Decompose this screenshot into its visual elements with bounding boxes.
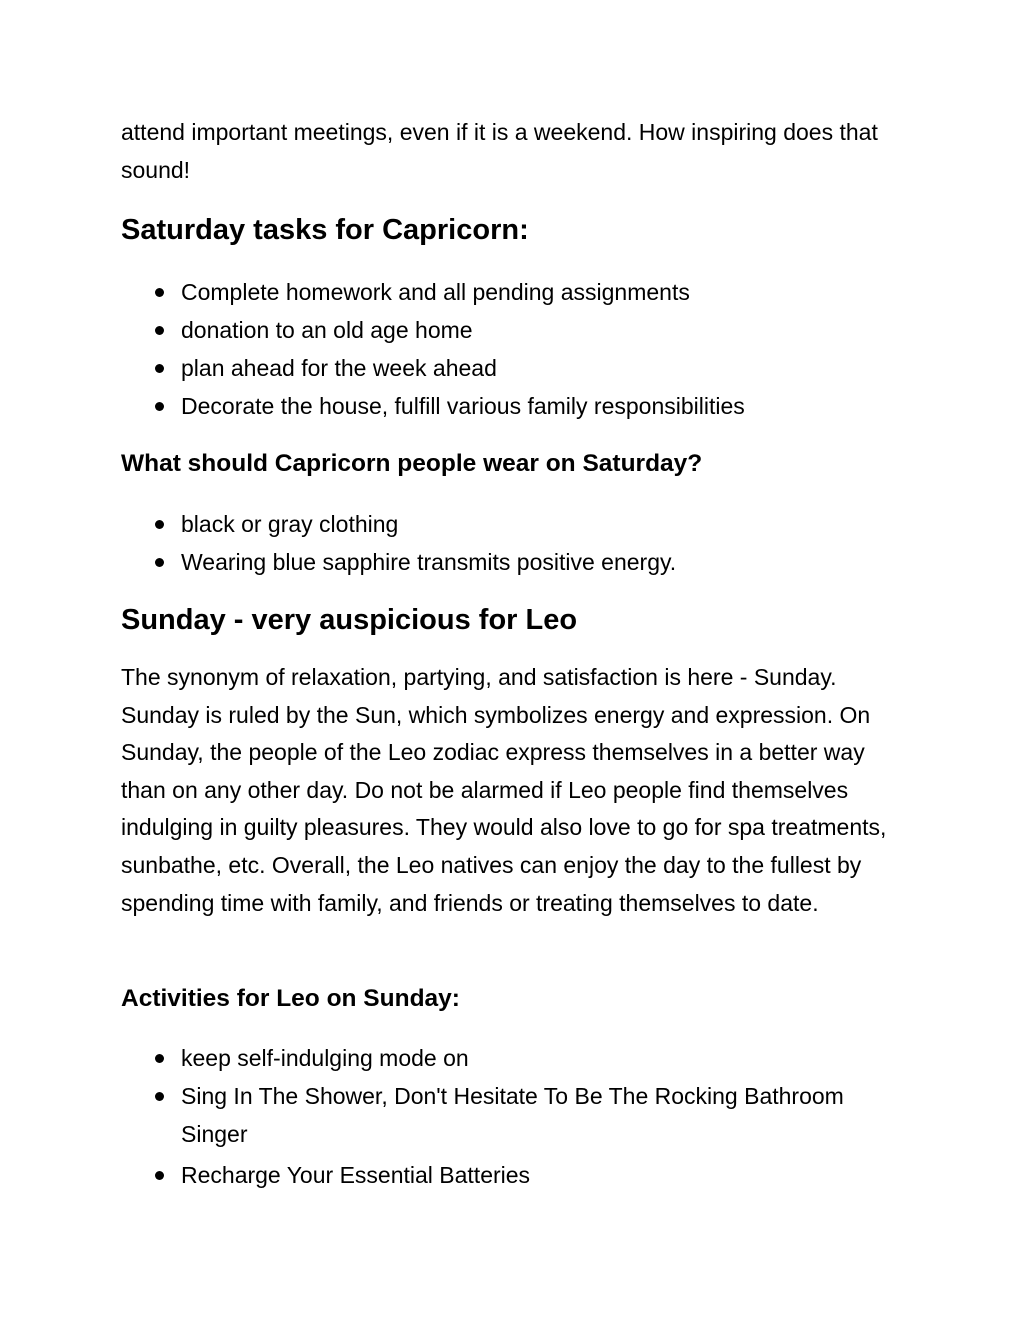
leo-activities-heading: Activities for Leo on Sunday: — [121, 985, 460, 1012]
list-item — [121, 387, 891, 425]
list-item — [121, 1156, 891, 1194]
bullet-icon — [155, 1171, 164, 1180]
saturday-wear-heading: What should Capricorn people wear on Saturday? — [121, 450, 703, 477]
list-item-text: plan ahead for the week ahead — [181, 355, 497, 381]
saturday-tasks-heading: Saturday tasks for Capricorn: — [121, 214, 529, 246]
sunday-paragraph: The synonym of relaxation, partying, and satisfaction is here - Sunday. Sunday is ruled by the Sun, which symbolizes energy and expression. On Sunday, the people of the Leo zodiac express themselves in a better way than on any other day. Do not be alarmed if Leo people find themselves indulging in guilty pleasures. They would also love to go for spa treatments, sunbathe, etc. Overall, the Leo natives can enjoy the day to the fullest by spending time with family, and friends or treating themselves to date. — [121, 664, 887, 916]
leo-activities-list — [121, 1039, 891, 1194]
list-item-text: Decorate the house, fulfill various family responsibilities — [181, 393, 745, 419]
list-item — [121, 273, 891, 311]
intro-paragraph-block — [121, 114, 891, 189]
list-item-text: Wearing blue sapphire transmits positive energy. — [181, 549, 677, 575]
list-item-text: Sing In The Shower, Don't Hesitate To Be The Rocking Bathroom Singer — [181, 1083, 844, 1147]
saturday-tasks-heading-block — [121, 212, 891, 248]
bullet-icon — [155, 520, 164, 529]
list-item-text: black or gray clothing — [181, 511, 399, 537]
sunday-heading: Sunday - very auspicious for Leo — [121, 604, 578, 636]
leo-activities-list-block — [121, 1039, 891, 1194]
saturday-tasks-list-block — [121, 273, 891, 425]
list-item — [121, 543, 891, 581]
bullet-icon — [155, 326, 164, 335]
saturday-wear-list — [121, 505, 891, 581]
list-item — [121, 311, 891, 349]
list-item-text: Complete homework and all pending assignments — [181, 279, 690, 305]
list-item — [121, 505, 891, 543]
leo-activities-heading-block — [121, 983, 891, 1015]
list-item-text: keep self-indulging mode on — [181, 1045, 469, 1071]
list-item — [121, 349, 891, 387]
sunday-paragraph-block — [121, 659, 891, 922]
bullet-icon — [155, 1092, 164, 1101]
list-item — [121, 1039, 891, 1077]
bullet-icon — [155, 558, 164, 567]
bullet-icon — [155, 364, 164, 373]
intro-paragraph: attend important meetings, even if it is a weekend. How inspiring does that sound! — [121, 119, 878, 183]
bullet-icon — [155, 402, 164, 411]
list-item-text: donation to an old age home — [181, 317, 473, 343]
saturday-wear-heading-block — [121, 448, 891, 480]
bullet-icon — [155, 1054, 164, 1063]
saturday-tasks-list — [121, 273, 891, 425]
sunday-heading-block — [121, 602, 891, 638]
saturday-wear-list-block — [121, 505, 891, 581]
list-item-text: Recharge Your Essential Batteries — [181, 1162, 531, 1188]
bullet-icon — [155, 288, 164, 297]
list-item — [121, 1077, 891, 1153]
